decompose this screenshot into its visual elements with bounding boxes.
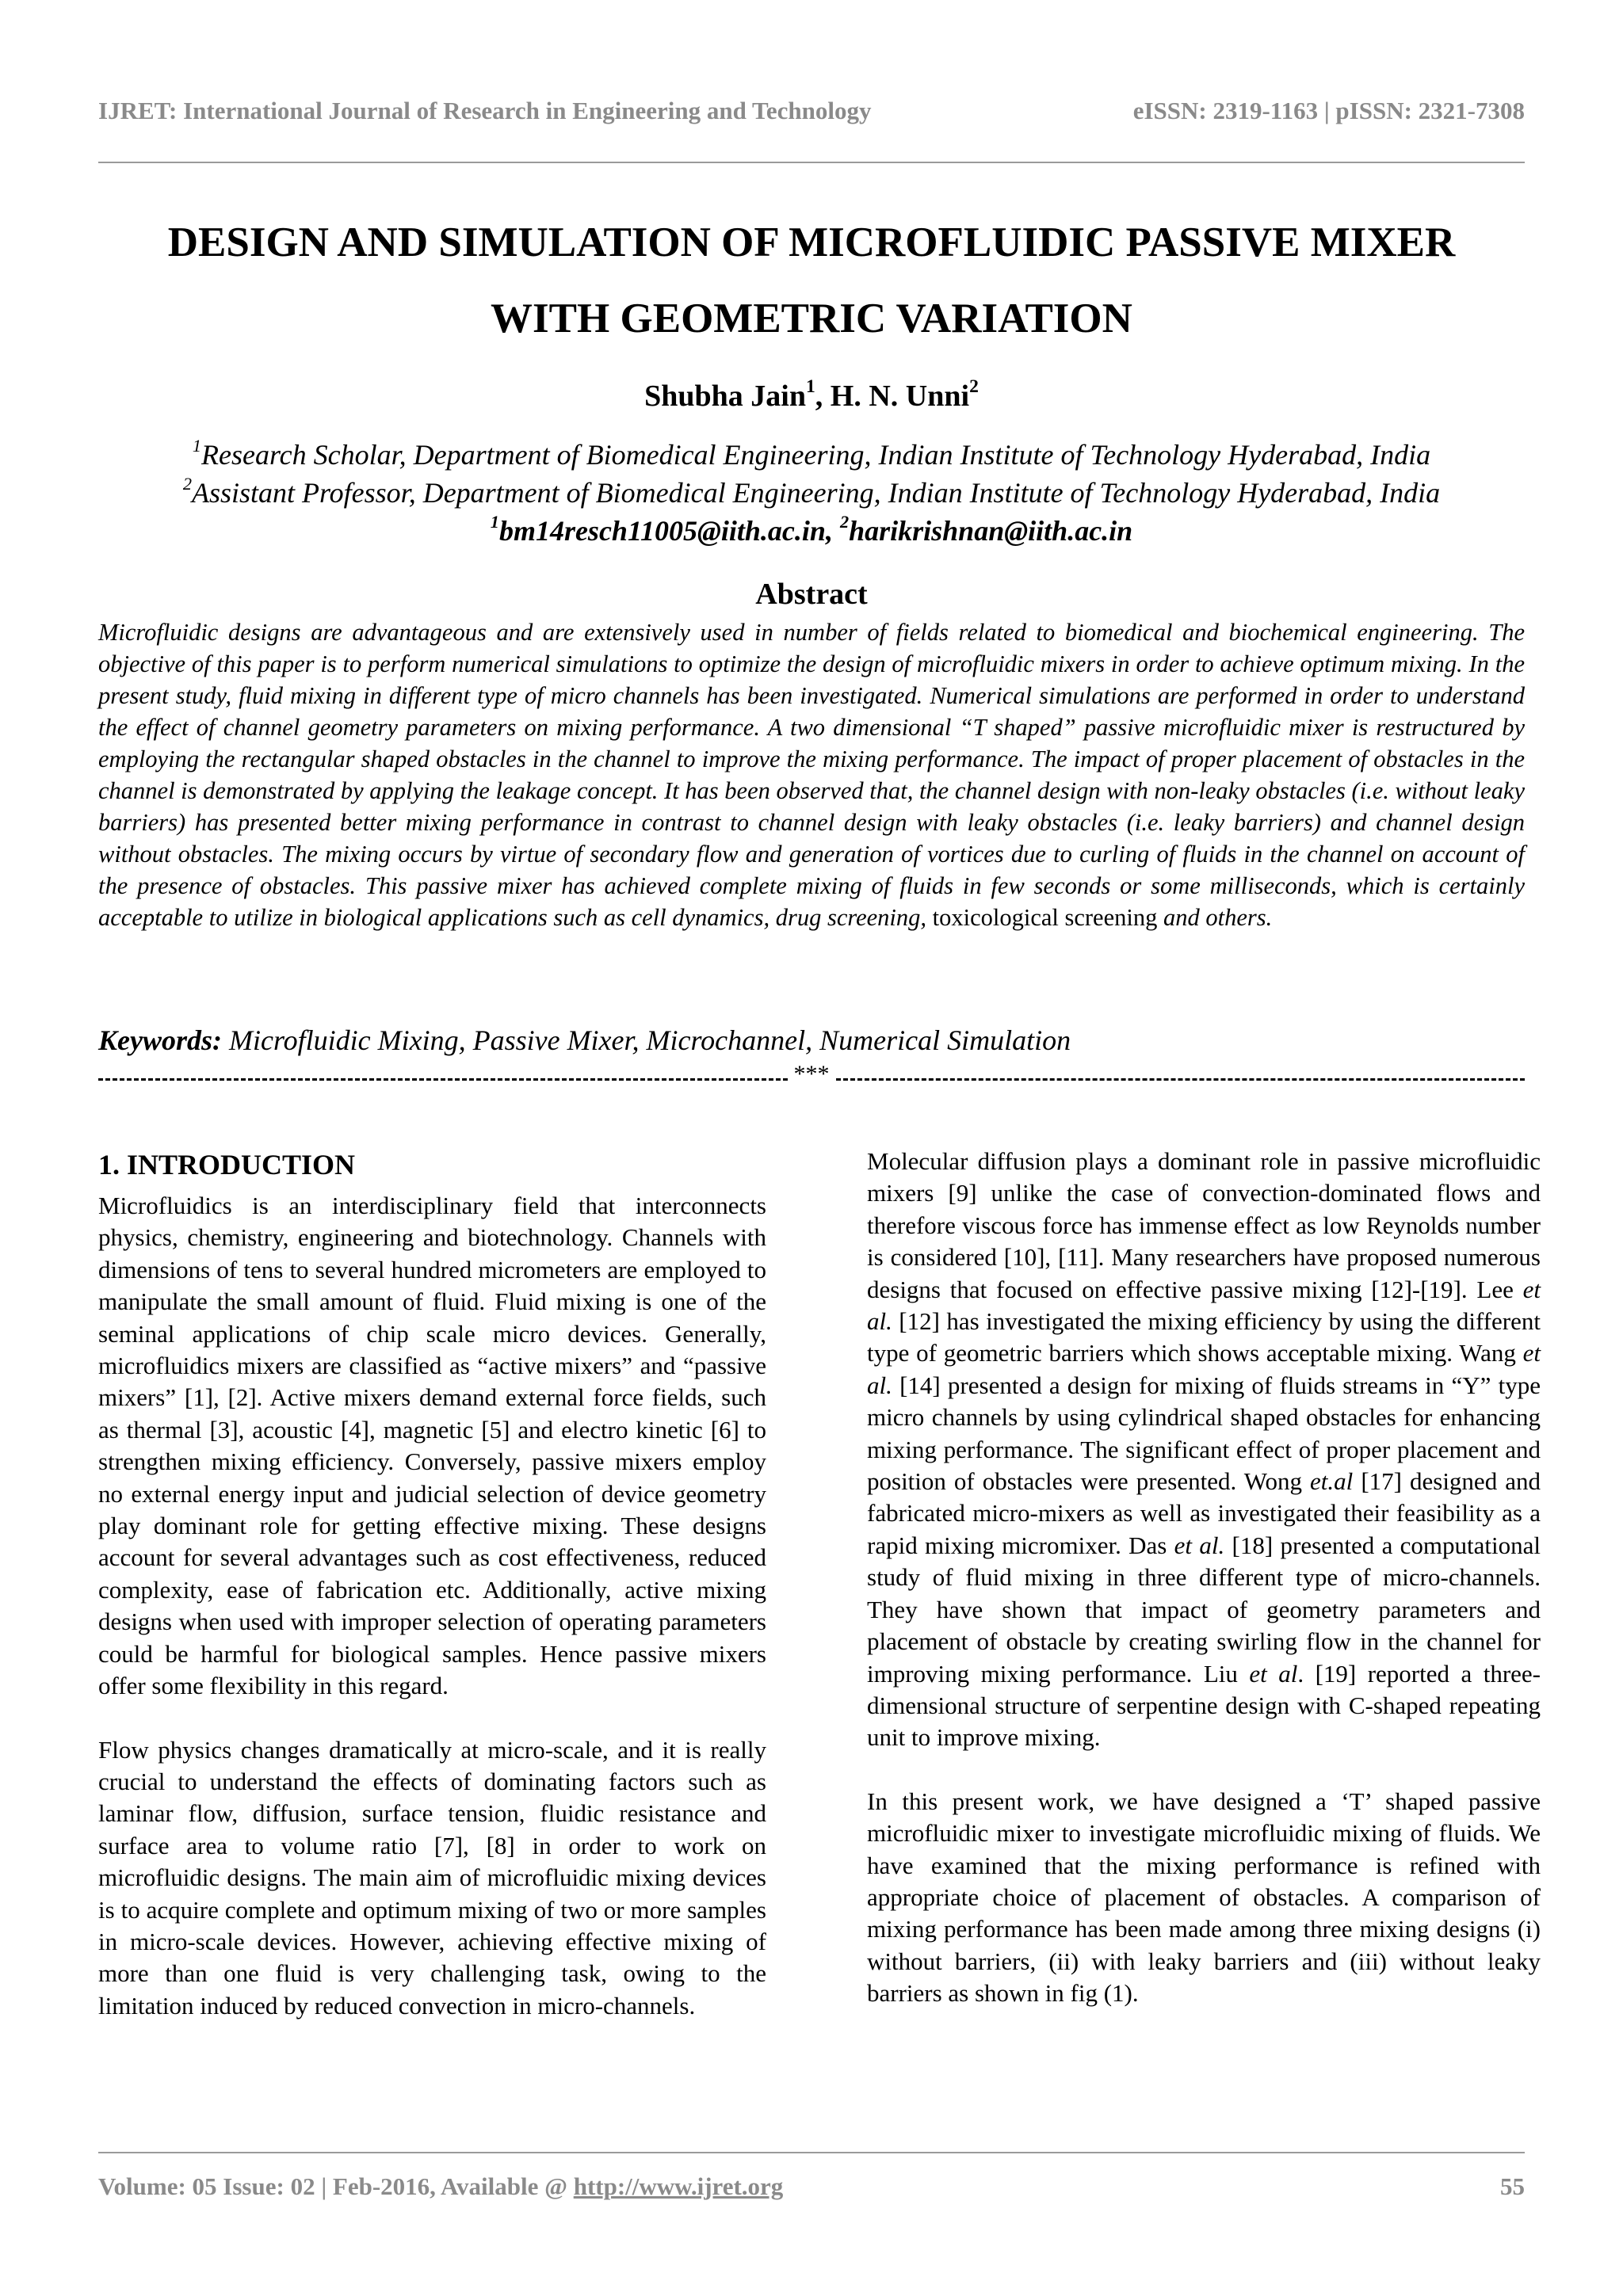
intro-paragraph-1: Microfluidics is an interdisciplinary field that interconnects physics, chemistry, engineering and biotechnology. Channels with dimensions of tens to several hundred micrometers are employed to manipulate the small amount of fluid. Fluid mixing is one of the seminal applications of chip scale micro devices. Generally, microfluidics mixers are classified as “active mixers” and “passive mixers” [1], [2]. Active mixers demand external force fields, such as thermal [3], acoustic [4], magnetic [5] and electro kinetic [6] to strengthen mixing efficiency. Conversely, passive mixers employ no external energy input and judicial selection of device geometry play dominant role for getting effective mixing. These designs account for several advantages such as cost effectiveness, reduced complexity, ease of fabrication etc. Additionally, active mixing designs when used with improper selection of operating parameters could be harmful for biological samples. Hence passive mixers offer some flexibility in this regard. <box>98 1192 766 1700</box>
journal-name: IJRET: International Journal of Research in Engineering and Technology <box>98 97 872 124</box>
author-name: Shubha Jain <box>644 379 807 413</box>
affiliation-text: Assistant Professor, Department of Biomedical Engineering, Indian Institute of Technology Hyderabad, India <box>191 477 1441 509</box>
text-run: . [19] reported a three-dimensional structure of serpentine design with C-shaped repeating unit to improve mixing. <box>867 1659 1541 1752</box>
text-run: [18] presented a computational study of fluid mixing in three different type of micro-channels. They have shown that impact of geometry parameters and placement of obstacle by creating swirling flow in the channel for improving mixing performance. Liu <box>867 1531 1541 1688</box>
left-column <box>98 1146 766 2022</box>
title-line-1: DESIGN AND SIMULATION OF MICROFLUIDIC PASSIVE MIXER <box>167 219 1456 265</box>
right-column <box>867 1146 1541 2010</box>
journal-url-link[interactable]: http://www.ijret.org <box>573 2172 784 2200</box>
abstract-tail-italic: and others. <box>1157 904 1273 931</box>
right-paragraph-1 <box>867 1146 1541 1754</box>
affiliation-1 <box>98 436 1525 474</box>
separator-dash-right <box>836 1078 1526 1081</box>
author-emails <box>98 512 1525 550</box>
abstract-body: Microfluidic designs are advantageous and are extensively used in number of fields related to biomedical and biochemical engineering. The objective of this paper is to perform numerical simulations to optimize the design of microfluidic mixers in order to achieve optimum mixing. In the present study, fluid mixing in different type of micro channels has been investigated. Numerical simulations are performed in order to understand the effect of channel geometry parameters on mixing performance. A two dimensional “T shaped” passive microfluidic mixer is restructured by employing the rectangular shaped obstacles in the channel to improve the mixing performance. The impact of proper placement of obstacles in the channel is demonstrated by applying the leakage concept. It has been observed that, the channel design with non-leaky obstacles (i.e. without leaky barriers) has presented better mixing performance in contrast to channel design with leaky obstacles (i.e. leaky barriers) and channel design without obstacles. The mixing occurs by virtue of secondary flow and generation of vortices due to curling of fluids in the channel on account of the presence of obstacles. This passive mixer has achieved complete mixing of fluids in few seconds or some milliseconds, which is certainly acceptable to utilize in biological applications such as cell dynamics, drug screening, <box>98 619 1525 931</box>
running-footer <box>98 2172 1525 2207</box>
et-al: et al. <box>867 1339 1541 1399</box>
affil-mark: 2 <box>182 473 192 494</box>
text-run: [12] has investigated the mixing efficiency by using the different type of geometric barriers which shows acceptable mixing. Wang <box>867 1307 1541 1367</box>
author-name: H. N. Unni <box>830 379 970 413</box>
abstract-heading: Abstract <box>755 578 868 611</box>
right-paragraph-2: In this present work, we have designed a ‘T’ shaped passive microfluidic mixer to investigate microfluidic mixing of fluids. We have examined that the mixing performance is refined with appropriate choice of placement of obstacles. A comparison of mixing performance has been made among three mixing designs (i) without barriers, (ii) with leaky barriers and (iii) without leaky barriers as shown in fig (1). <box>867 1787 1541 2008</box>
et-al: et al <box>1249 1659 1298 1688</box>
email-separator: , <box>825 515 840 547</box>
email-link[interactable]: harikrishnan@iith.ac.in <box>849 515 1133 547</box>
affil-mark: 1 <box>192 435 202 456</box>
email-link[interactable]: bm14resch11005@iith.ac.in <box>498 515 826 547</box>
abstract-text <box>98 616 1525 933</box>
email-mark: 1 <box>490 511 499 532</box>
et-al: et al. <box>1174 1531 1225 1559</box>
author-separator: , <box>815 379 831 413</box>
author-affil-mark: 2 <box>969 376 979 397</box>
author-list <box>98 376 1525 414</box>
text-run: Molecular diffusion plays a dominant role in passive microfluidic mixers [9] unlike the case of convection-dominated flows and therefore viscous force has immense effect as low Reynolds number is considered [10], [11]. Many researchers have proposed numerous designs that focused on effective passive mixing [12]-[19]. Lee <box>867 1147 1541 1303</box>
intro-paragraph-2: Flow physics changes dramatically at micro-scale, and it is really crucial to understand the effects of dominating factors such as laminar flow, diffusion, surface tension, fluidic resistance and surface area to volume ratio [7], [8] in order to work on microfluidic designs. The main aim of microfluidic mixing devices is to acquire complete and optimum mixing of two or more samples in micro-scale devices. However, achieving effective mixing of more than one fluid is very challenging task, owing to the limitation induced by reduced convection in micro-channels. <box>98 1735 766 2019</box>
abstract-tail-upright: toxicological screening <box>932 904 1158 931</box>
volume-text: Volume: 05 Issue: 02 | Feb-2016, Available @ <box>98 2172 574 2200</box>
volume-info <box>98 2172 783 2201</box>
affiliation-text: Research Scholar, Department of Biomedical Engineering, Indian Institute of Technology Hyderabad, India <box>201 439 1431 471</box>
issn-info: eISSN: 2319-1163 | pISSN: 2321-7308 <box>1132 97 1525 124</box>
paper-title <box>98 204 1525 357</box>
text-run: [14] presented a design for mixing of fluids streams in “Y” type micro channels by using cylindrical shaped obstacles for enhancing mixing performance. The significant effect of proper placement and position of obstacles were presented. Wong <box>867 1371 1541 1496</box>
section-separator <box>98 1061 1525 1087</box>
affiliations <box>98 436 1525 550</box>
title-line-2: WITH GEOMETRIC VARIATION <box>491 296 1132 341</box>
et-al: et.al <box>1310 1467 1354 1496</box>
keywords <box>98 1024 1525 1057</box>
keywords-text: Microfluidic Mixing, Passive Mixer, Microchannel, Numerical Simulation <box>222 1024 1071 1056</box>
section-heading-introduction: 1. INTRODUCTION <box>98 1149 356 1180</box>
keywords-label: Keywords: <box>98 1024 222 1056</box>
separator-stars: *** <box>793 1061 830 1087</box>
email-mark: 2 <box>839 511 850 532</box>
running-header <box>98 97 1525 135</box>
header-rule <box>98 162 1525 163</box>
author-affil-mark: 1 <box>806 376 815 397</box>
page-number: 55 <box>1500 2172 1525 2200</box>
separator-dash-left <box>98 1078 788 1081</box>
affiliation-2 <box>98 474 1525 512</box>
et-al: et al. <box>867 1275 1541 1336</box>
footer-rule <box>98 2152 1525 2153</box>
text-run: [17] designed and fabricated micro-mixers as well as investigated their feasibility as a rapid mixing micromixer. Das <box>867 1467 1541 1559</box>
